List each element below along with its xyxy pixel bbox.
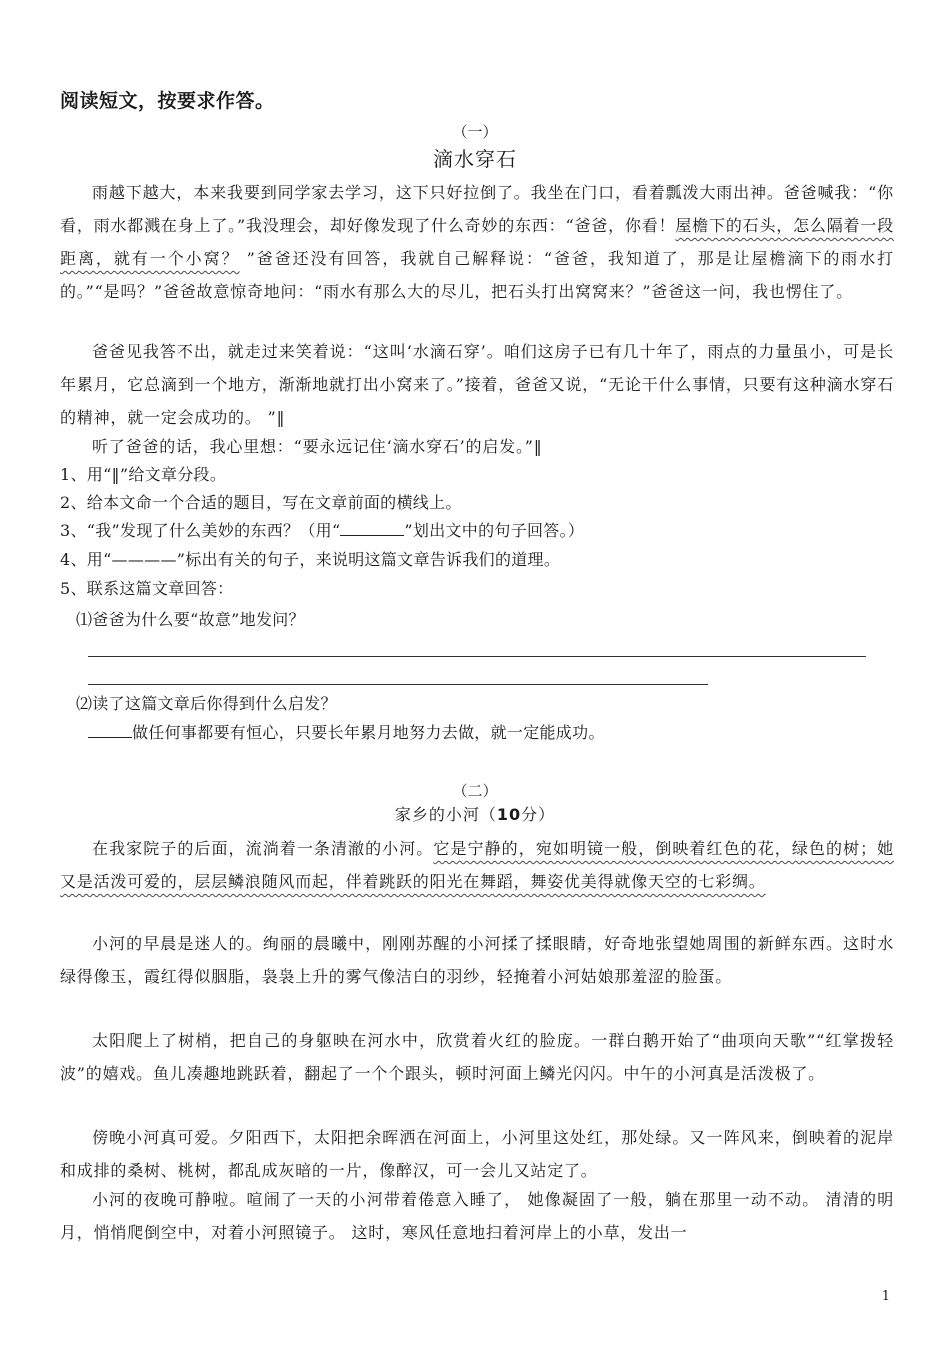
question-5: 5、联系这篇文章回答：: [60, 579, 234, 598]
section2-paragraph-2: 小河的早晨是迷人的。绚丽的晨曦中，刚刚苏醒的小河揉了揉眼睛，好奇地张望她周围的新鲜东西。这时水绿得像玉，霞红得似胭脂，袅袅上升的雾气像洁白的羽纱，轻掩着小河姑娘那羞涩的脸蛋。: [60, 934, 894, 986]
answer-line: [88, 684, 708, 685]
section1-paragraph-2: 爸爸见我答不出，就走过来笑着说：“这叫‘水滴石穿’。咱们这房子已有几十年了，雨点的力量虽小，可是长年累月，它总滴到一个地方，渐渐地就打出小窝来了。”接着，爸爸又说，“无论干什么事情，只要有这种滴水穿石的精神，就一定会成功的。 ”‖: [60, 342, 894, 427]
question-1: 1、用“‖”给文章分段。: [60, 465, 227, 484]
blank-line: [88, 736, 132, 738]
question-3: [60, 517, 584, 545]
instruction-heading: 阅读短文，按要求作答。: [60, 90, 275, 112]
question-5-2: ⑵读了这篇文章后你得到什么启发？: [76, 694, 337, 713]
section2-paragraph-3: 太阳爬上了树梢，把自己的身躯映在河水中，欣赏着火红的脸庞。一群白鹅开始了“曲项向天歌”“红掌拨轻波”的嬉戏。鱼儿凑趣地跳跃着，翻起了一个个跟头，顿时河面上鳞光闪闪。中午的小河真是活泼极了。: [60, 1031, 894, 1083]
section1-title: 滴水穿石: [433, 147, 517, 171]
paragraph-text: 在我家院子的后面，流淌着一条清澈的小河。: [92, 839, 434, 858]
section2-title: [0, 802, 950, 825]
question-3-text-a: 3、“我”发现了什么美妙的东西？（用“: [60, 521, 341, 540]
question-5-2-answer: 做任何事都要有恒心，只要长年累月地努力去做，就一定能成功。: [132, 723, 605, 742]
blank-line: [340, 534, 404, 536]
section1-paragraph-1: [60, 176, 894, 308]
question-5-2-answer-row: [88, 719, 605, 747]
section1-paragraph-3: 听了爸爸的话，我心里想：“要永远记住‘滴水穿石’的启发。”‖: [92, 437, 543, 456]
section2-paragraph-5: 小河的夜晚可静啦。喧闹了一天的小河带着倦意入睡了， 她像凝固了一般，躺在那里一动不动。 清清的明月，悄悄爬倒空中，对着小河照镜子。 这时，寒风任意地扫着河岸上的小草，发出一: [60, 1190, 894, 1242]
question-4: 4、用“————”标出有关的句子，来说明这篇文章告诉我们的道理。: [60, 550, 561, 569]
section2-paragraph-4: 傍晚小河真可爱。夕阳西下，太阳把余晖洒在河面上，小河里这处红，那处绿。又一阵风来，倒映着的泥岸和成排的桑树、桃树，都乱成灰暗的一片，像醉汉，可一会儿又站定了。: [60, 1128, 894, 1180]
paragraph-text: 雨越下越大，本来我要到同学家去学习，这下只好拉倒了。我坐在门口，看着瓢泼大雨出神。爸爸喊我：“你看，雨水都溅在身上了。”我没理会，却好像发现了什么奇妙的东西：“爸爸，你看！: [60, 183, 894, 235]
section2-label: （二）: [452, 782, 498, 800]
section2-paragraph-1: [60, 832, 894, 898]
question-2: 2、给本文命一个合适的题目，写在文章前面的横线上。: [60, 493, 462, 512]
section2-score: 10: [496, 805, 522, 824]
question-3-text-b: ”划出文中的句子回答。）: [404, 521, 585, 540]
answer-line: [88, 656, 866, 657]
section2-score-unit: 分）: [521, 805, 556, 824]
wavy-underlined-sentence: 它是宁静的，宛如明镜一般，倒映着红色的花，绿色的树；她又是活泼可爱的，层层鳞浪随风而起，伴着跳跃的阳光在舞蹈，舞姿优美得就像天空的七彩绸。: [60, 839, 894, 891]
section2-title-text: 家乡的小河（: [394, 805, 497, 824]
page-number: 1: [881, 1289, 890, 1304]
paragraph-text: ”爸爸还没有回答，我就自己解释说：“爸爸，我知道了，那是让屋檐滴下的雨水打的。”“是吗？”爸爸故意惊奇地问：“雨水有那么大的尽儿，把石头打出窝窝来？”爸爸这一问，我也愣住了。: [60, 249, 894, 301]
section1-label: （一）: [452, 123, 498, 141]
question-5-1: ⑴爸爸为什么要“故意”地发问？: [76, 610, 305, 629]
wavy-underlined-sentence: 屋檐下的石头，怎么隔着一段距离，就有一个小窝？: [60, 216, 894, 268]
